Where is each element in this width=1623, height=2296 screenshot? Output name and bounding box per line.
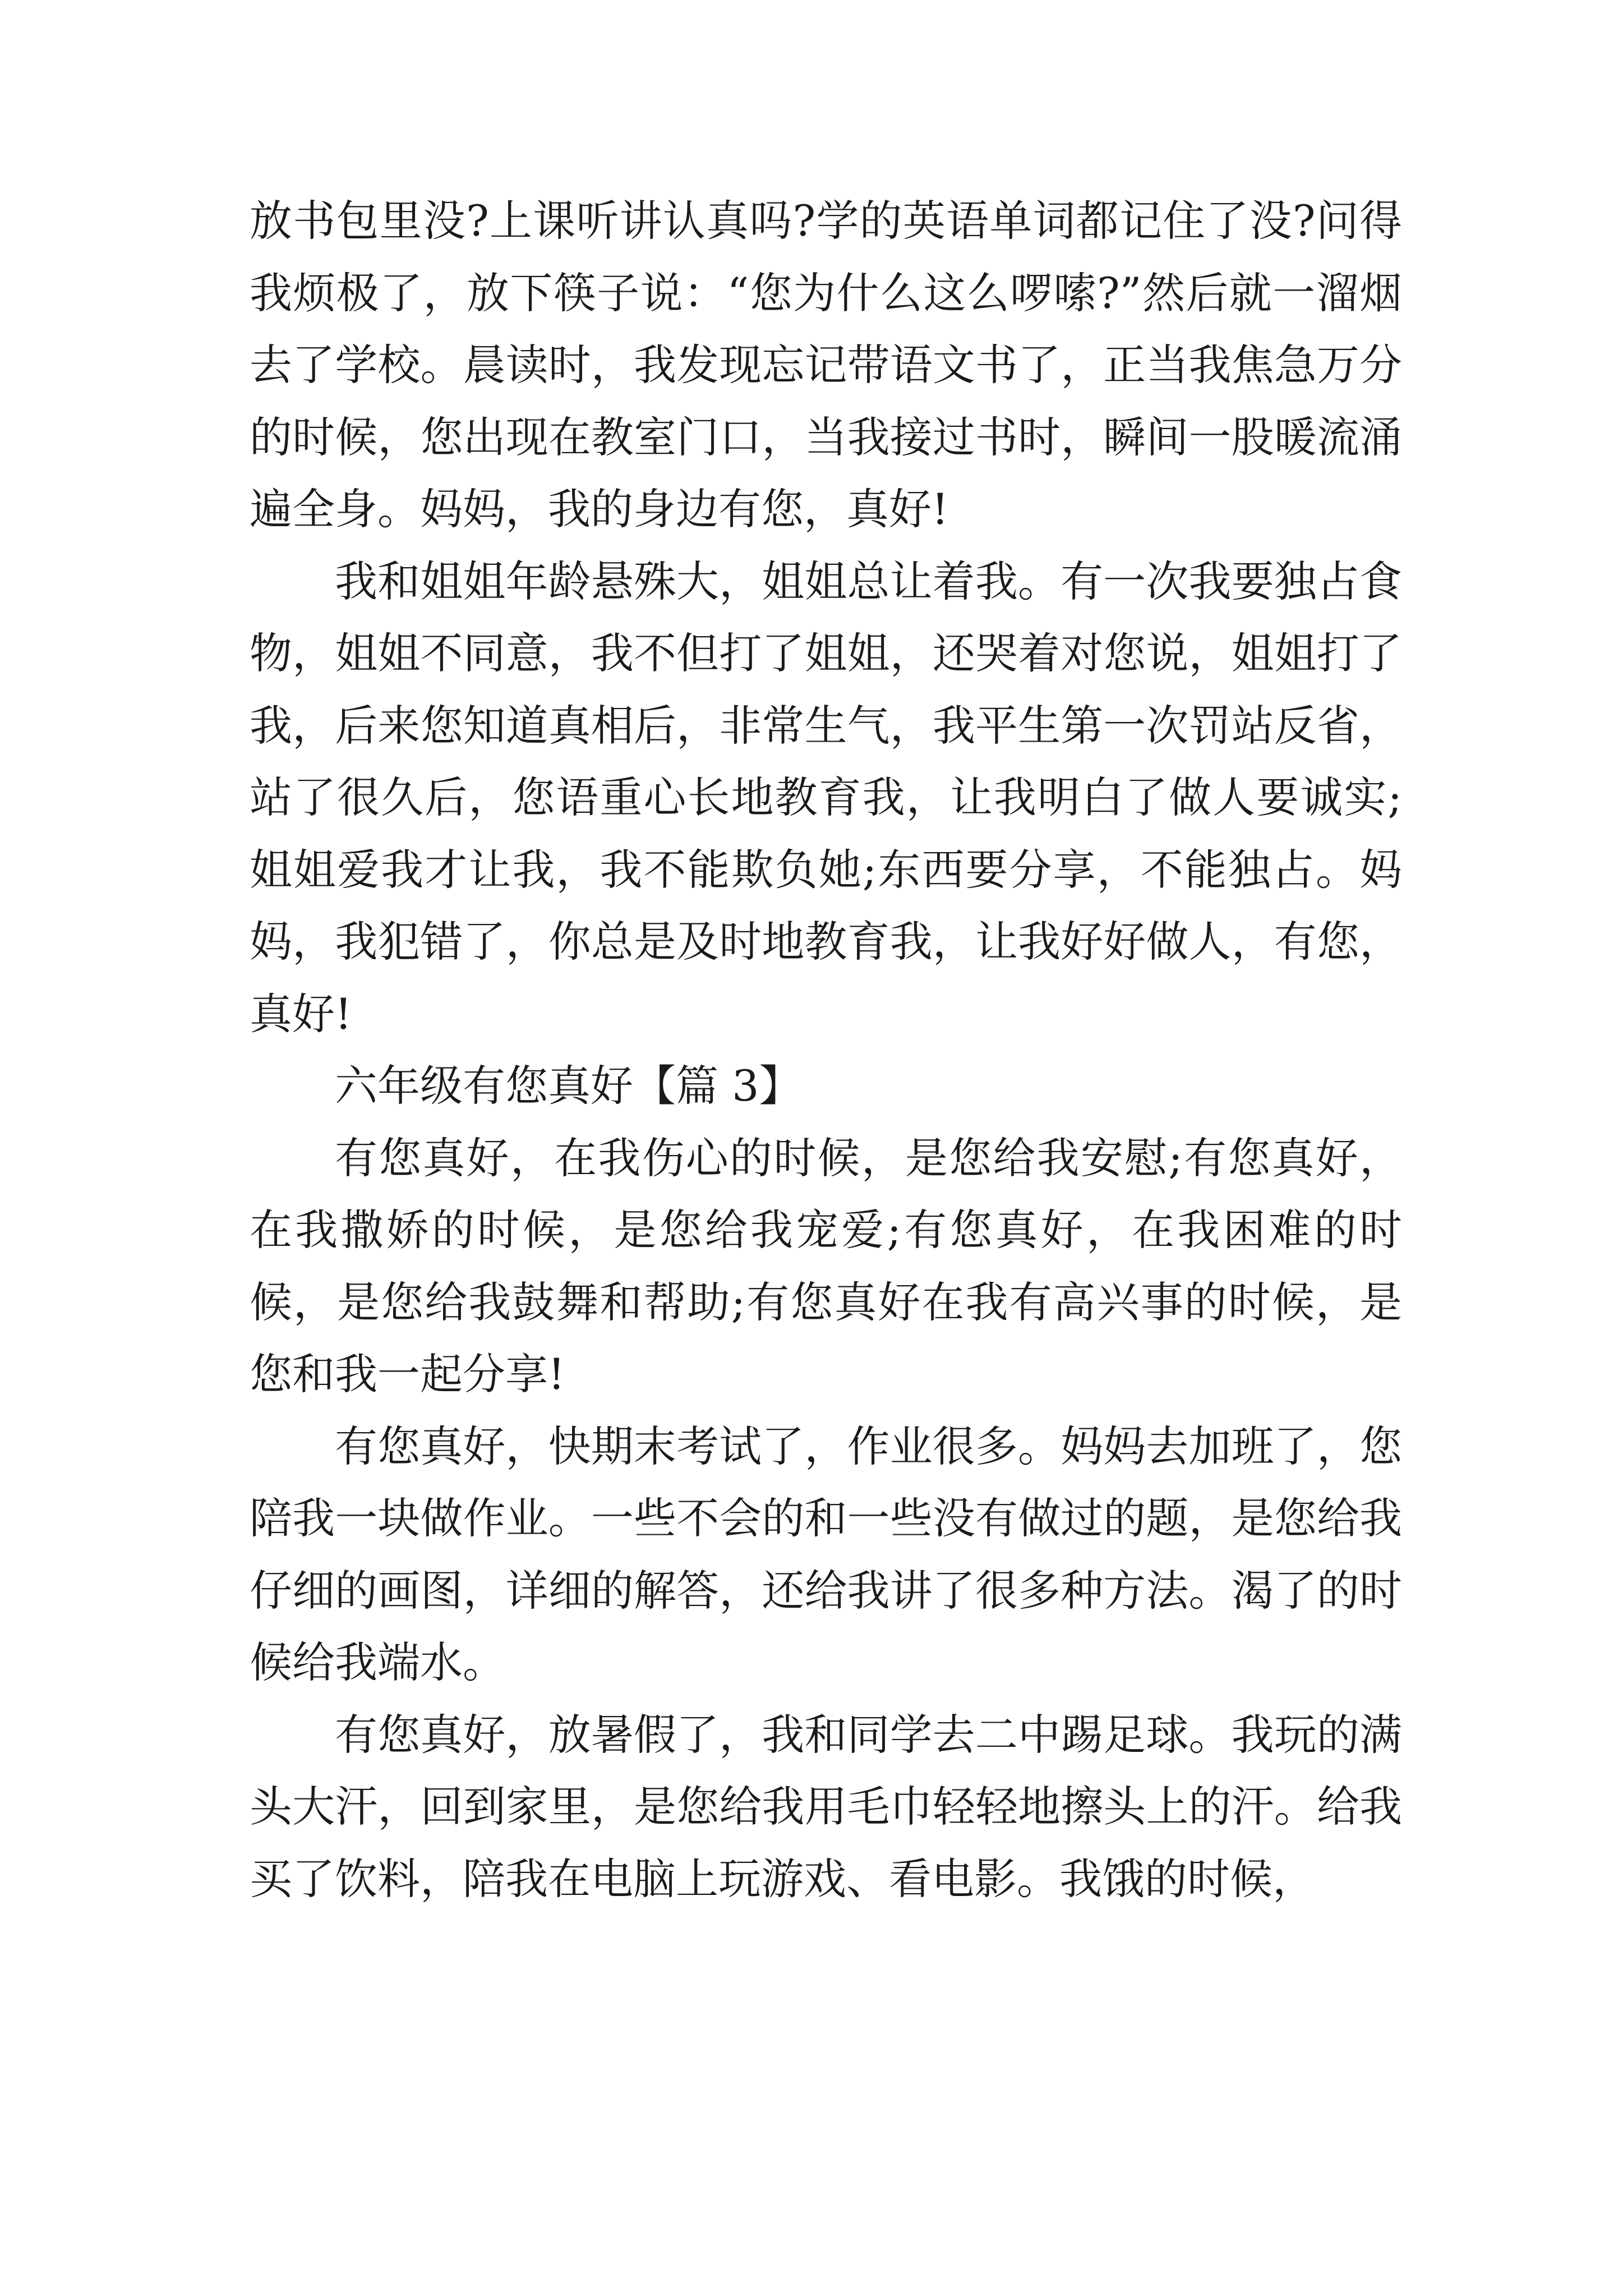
paragraph-sister: 我和姐姐年龄悬殊大，姐姐总让着我。有一次我要独占食物，姐姐不同意，我不但打了姐姐，还哭着对您说，姐姐打了我，后来您知道真相后，非常生气，我平生第一次罚站反省，站了很久后，您语重心长地教育我，让我明白了做人要诚实;姐姐爱我才让我，我不能欺负她;东西要分享，不能独占。妈妈，我犯错了，你总是及时地教育我，让我好好做人，有您，真好! <box>250 556 1402 1039</box>
paragraph-continuation: 放书包里没?上课听讲认真吗?学的英语单词都记住了没?问得我烦极了，放下筷子说：“您为什么这么啰嗦?”然后就一溜烟去了学校。晨读时，我发现忘记带语文书了，正当我焦急万分的时候，您出现在教室门口，当我接过书时，瞬间一股暖流涌遍全身。妈妈，我的身边有您，真好! <box>250 196 1402 534</box>
paragraph-intro: 有您真好，在我伤心的时候，是您给我安慰;有您真好，在我撒娇的时候，是您给我宠爱;有您真好，在我困难的时候，是您给我鼓舞和帮助;有您真好在我有高兴事的时候，是您和我一起分享! <box>250 1133 1402 1399</box>
paragraph-homework: 有您真好，快期末考试了，作业很多。妈妈去加班了，您陪我一块做作业。一些不会的和一些没有做过的题，是您给我仔细的画图，详细的解答，还给我讲了很多种方法。渴了的时候给我端水。 <box>250 1421 1402 1687</box>
section-heading: 六年级有您真好【篇 3】 <box>335 1061 802 1111</box>
paragraph-summer: 有您真好，放暑假了，我和同学去二中踢足球。我玩的满头大汗，回到家里，是您给我用毛巾轻轻地擦头上的汗。给我买了饮料，陪我在电脑上玩游戏、看电影。我饿的时候， <box>250 1709 1402 1904</box>
document-body <box>250 185 1402 1915</box>
